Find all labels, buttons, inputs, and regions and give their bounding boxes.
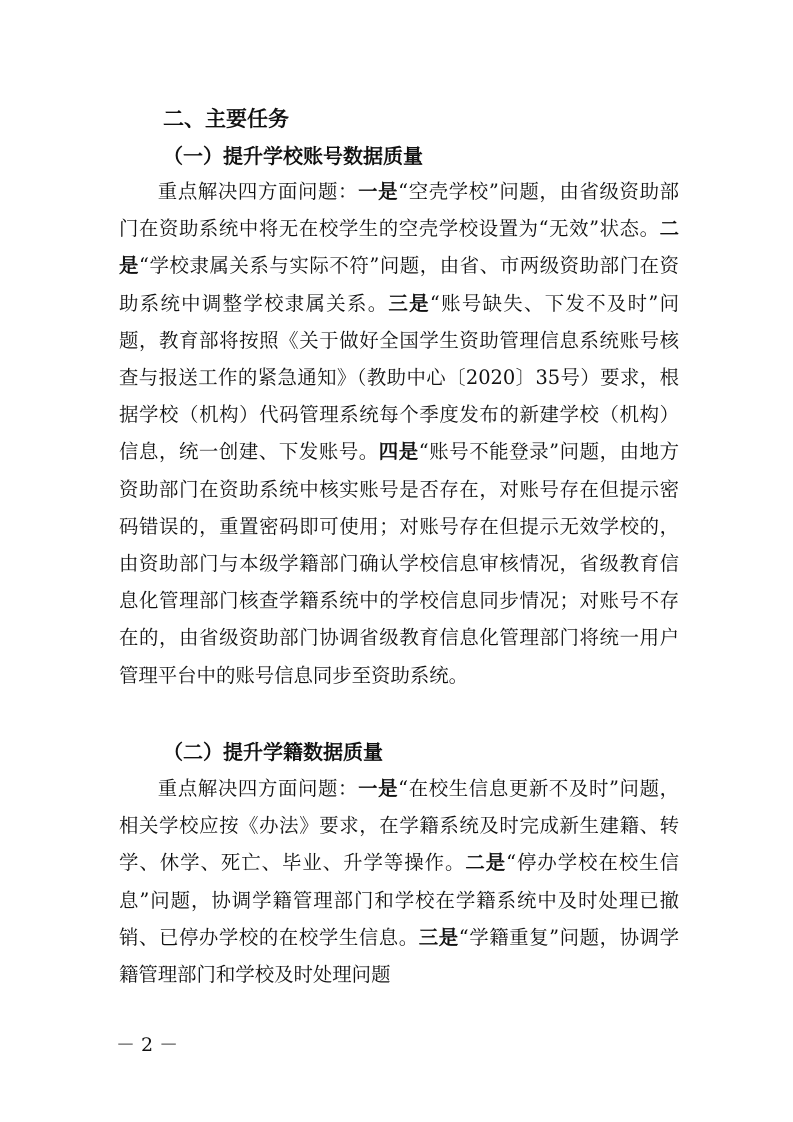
body-text: “空壳学校”问题，由省级资助部门在资助系统中将无在校学生的空壳学校设置为“无效”状态。 — [119, 180, 680, 241]
emphasis-text: 一是 — [358, 777, 399, 800]
section-paragraph-2 — [119, 770, 679, 993]
body-text: “账号不能登录”问题，由地方资助部门在资助系统中核实账号是否存在，对账号存在但提示密码错误的，重置密码即可使用；对账号存在但提示无效学校的，由资助部门与本级学籍部门确认学校信息审核情况，省级教育信息化管理部门核查学籍系统中的学校信息同步情况；对账号不存在的，由省级资助部门协调省级教育信息化管理部门将统一用户管理平台中的账号信息同步至资助系统。 — [119, 440, 679, 687]
body-text: “账号缺失、下发不及时”问题，教育部将按照《关于做好全国学生资助管理信息系统账号核查与报送工作的紧急通知》（教助中心〔2020〕35号）要求，根据学校（机构）代码管理系统每个季度发布的新建学校（机构）信息，统一创建、下发账号。 — [119, 291, 680, 464]
emphasis-text: 二是 — [465, 851, 507, 875]
body-text: “学校隶属关系与实际不符”问题，由省、市两级资助部门在资助系统中调整学校隶属关系。 — [119, 254, 679, 315]
page-number: － 2 － — [116, 1034, 179, 1056]
emphasis-text: 三是 — [418, 925, 459, 949]
body-text: “学籍重复”问题，协调学籍管理部门和学校及时处理问题 — [119, 925, 679, 987]
emphasis-text: 三是 — [388, 291, 430, 315]
body-text: “在校生信息更新不及时”问题，相关学校应按《办法》要求，在学籍系统及时完成新生建籍、转学、休学、死亡、毕业、升学等操作。 — [119, 777, 680, 875]
main-heading: 二、主要任务 — [163, 107, 289, 131]
emphasis-text: 四是 — [378, 440, 419, 464]
emphasis-text: 一是 — [358, 180, 399, 203]
section-paragraph-1 — [119, 173, 679, 694]
section-title-1: （一）提升学校账号数据质量 — [163, 144, 423, 168]
body-text: 重点解决四方面问题： — [157, 777, 359, 800]
body-text: 重点解决四方面问题： — [157, 180, 359, 203]
emphasis-text: 二是 — [119, 217, 679, 278]
section-title-2: （二）提升学籍数据质量 — [163, 740, 383, 764]
body-text: “停办学校在校生信息”问题，协调学籍管理部门和学校在学籍系统中及时处理已撤销、已停办学校的在校学生信息。 — [119, 851, 680, 949]
